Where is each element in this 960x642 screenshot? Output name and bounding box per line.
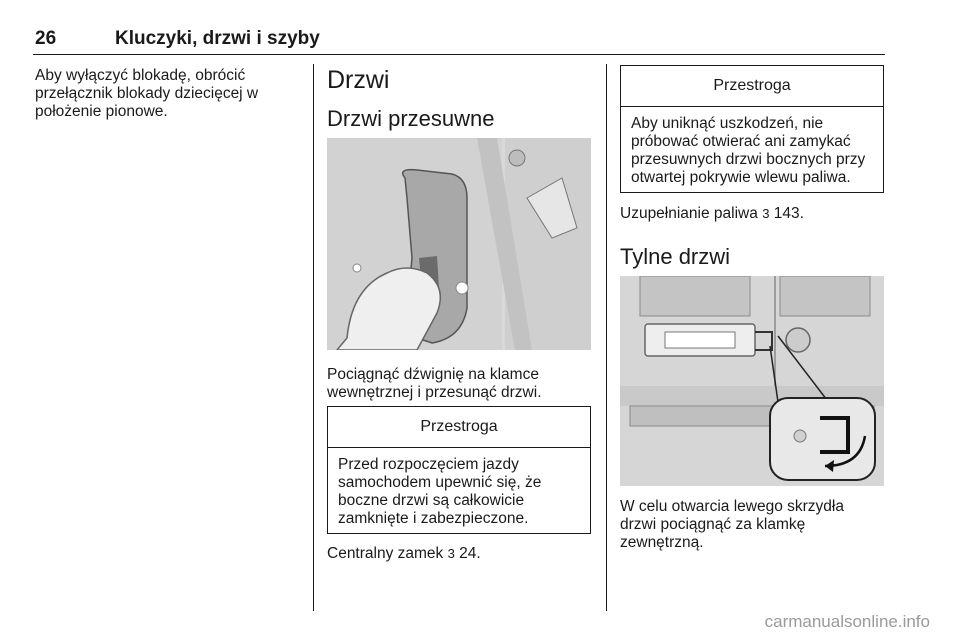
reference-arrow-icon: 3 [762,206,770,221]
rear-door-handle-image [620,276,884,486]
col1-paragraph: Aby wyłączyć blokadę, obrócić przełącznik blokady dziecięcej w położenie pionowe. [35,67,259,120]
section-heading-doors: Drzwi [327,66,390,94]
caution-title: Przestroga [621,66,883,107]
column-divider [606,64,607,611]
watermark: carmanualsonline.info [764,612,930,631]
caution-box [620,65,884,193]
heading-rear-doors: Tylne drzwi [620,244,731,269]
col2-paragraph: Pociągnąć dźwignię na klamce wewnętrznej i przesunąć drzwi. [327,366,542,401]
cross-reference-central-lock[interactable]: Centralny zamek 3 24. [327,545,481,562]
header-divider [33,54,885,55]
caution-text: Aby uniknąć uszkodzeń, nie próbować otwierać ani zamykać przesuwnych drzwi bocznych przy otwartej pokrywie wlewu paliwa. [631,115,866,186]
sliding-door-handle-image [327,138,591,350]
caution-box [327,406,591,534]
caution-title: Przestroga [328,407,590,448]
reference-arrow-icon: 3 [447,546,455,561]
column-divider [313,64,314,611]
page-number: 26 [35,28,57,49]
cross-reference-refuelling[interactable]: Uzupełnianie paliwa 3 143. [620,205,804,222]
subheading-sliding-doors: Drzwi przesuwne [327,106,495,131]
col3-paragraph: W celu otwarcia lewego skrzydła drzwi pociągnąć za klamkę zewnętrzną. [620,498,844,551]
caution-text: Przed rozpoczęciem jazdy samochodem upewnić się, że boczne drzwi są całkowicie zamknięte i zabezpieczone. [338,456,542,527]
page-title: Kluczyki, drzwi i szyby [115,28,320,49]
